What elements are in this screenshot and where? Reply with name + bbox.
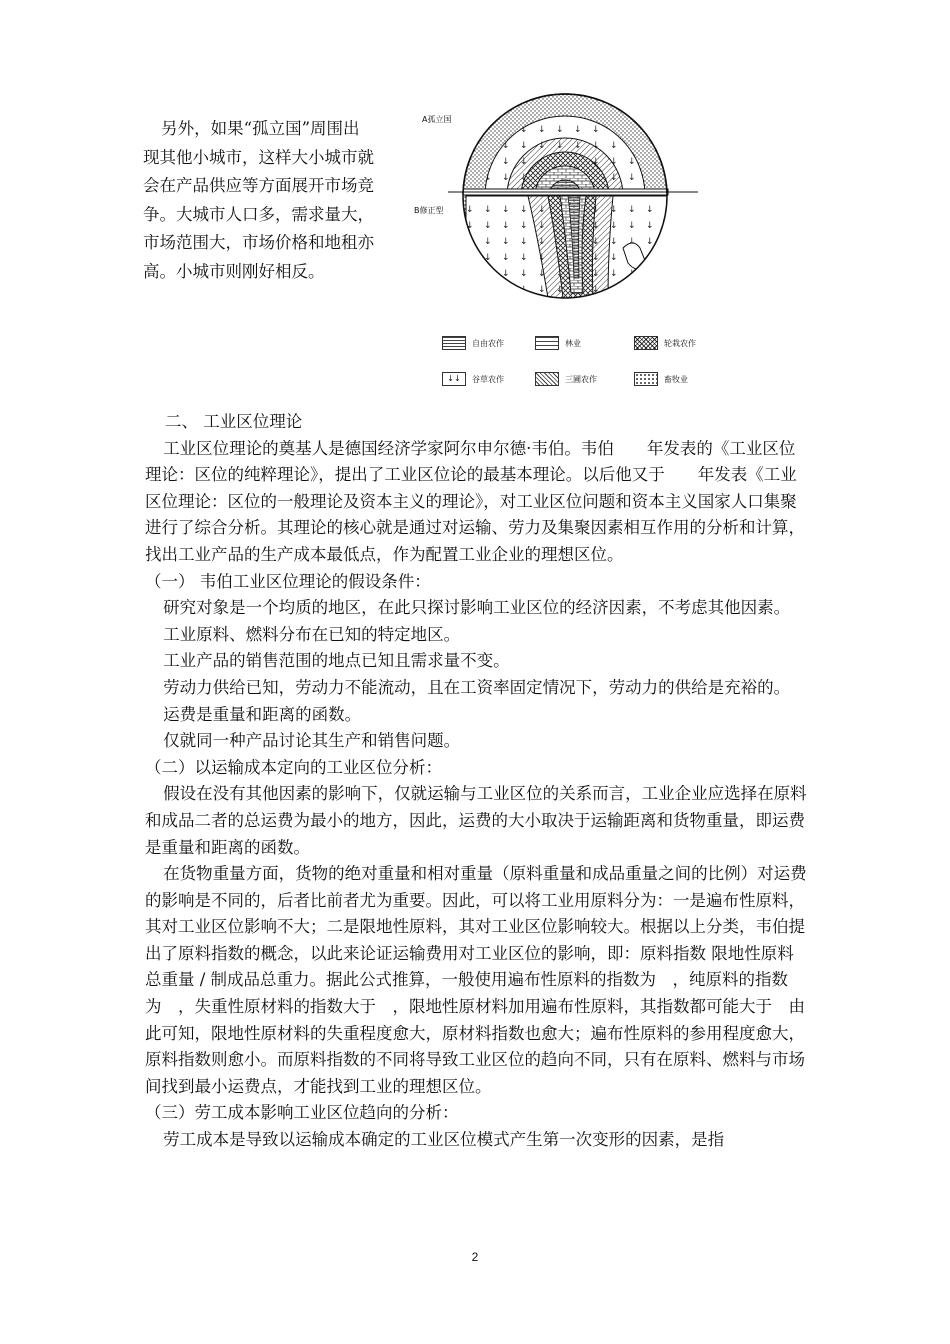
body-paragraph: 在货物重量方面，货物的绝对重量和相对重量（原料重量和成品重量之间的比例）对运费的影响是不同的，后者比前者尤为重要。因此，可以将工业用原料分为：一是遍布性原料，其对工业区位影响不大；二是限地性原料，其对工业区位影响较大。根据以上分类，韦伯提出了原料指数的概念，以此来论证运输费用对工业区位的影响，即：原料指数 限地性原料总重量 / 制成品总重力。据此公式推算，一般使用遍布性原料的指数为 ，纯原料的指数为 ，失重性原材料的指数大于 ，限地性原材料加用遍布性原料，其指数都可能大于 由此可知，限地性原材料的失重程度愈大，原材料指数也愈大；遍布性原料的参用程度愈大，原料指数则愈小。而原料指数的不同将导致工业区位的趋向不同，只有在原料、燃料与市场间找到最小运费点，才能找到工业的理想区位。 [145,864,807,1096]
body-paragraph: 仅就同一种产品讨论其生产和销售问题。 [163,731,461,751]
rings-diagram [408,88,738,398]
body-paragraph: 劳动力供给已知，劳动力不能流动，且在工资率固定情况下，劳动力的供给是充裕的。 [163,677,791,697]
intro-block [143,115,375,286]
body-paragraph: 劳工成本是导致以运输成本确定的工业区位模式产生第一次变形的因素，是指 [163,1130,725,1150]
legend-item [442,336,504,350]
body-paragraph: 工业区位理论的奠基人是德国经济学家阿尔申尔德·韦伯。韦伯 年发表的《工业区位理论：区位的纯粹理论》，提出了工业区位论的最基本理论。以后他又于 年发表《工业区位理论：区位的一般理论及资本主义的理论》，对工业区位问题和资本主义国家人口集聚进行了综合分析。其理论的核心就是通过对运输、劳力及集聚因素相互作用的分析和计算，找出工业产品的生产成本最低点，作为配置工业企业的理想区位。 [145,438,805,564]
arrows-swatch-icon: ↓↓ [442,372,466,386]
legend-swatch [634,336,658,350]
legend-item [535,336,581,350]
thunen-rings-figure [408,88,738,398]
legend-swatch [634,372,658,386]
legend-swatch [535,336,559,350]
legend-item [535,372,597,386]
page-number: 2 [471,1250,479,1264]
legend-swatch [535,372,559,386]
legend-label: 自由农作 [472,338,504,348]
label-isolated-state: A孤立国 [422,115,452,124]
label-modified: B修正型 [414,206,444,215]
legend-label: 轮栽农作 [664,338,696,348]
intro-paragraph: 另外，如果“孤立国”周围出现其他小城市，这样大小城市就会在产品供应等方面展开市场竞争。大城市人口多，需求量大，市场范围大，市场价格和地租亦高。小城市则刚好相反。 [143,119,374,281]
legend-item [634,336,696,350]
legend-item [442,372,504,386]
modified-pattern [463,196,673,306]
body-paragraph: 运费是重量和距离的函数。 [163,704,362,724]
legend-swatch [442,336,466,350]
legend-label: 谷草农作 [472,374,504,384]
body-paragraph: 假设在没有其他因素的影响下，仅就运输与工业区位的关系而言，工业企业应选择在原料和成品二者的总运费为最小的地方，因此，运费的大小取决于运输距离和货物重量，即运费是重量和距离的函数。 [145,784,807,857]
body-paragraph: 工业产品的销售范围的地点已知且需求量不变。 [163,651,510,671]
main-text [145,409,810,1154]
section-heading: 二、 工业区位理论 [165,412,303,431]
body-paragraph: 工业原料、燃料分布在已知的特定地区。 [163,624,461,644]
legend-label: 三圃农作 [565,374,597,384]
legend-label: 林业 [565,338,581,348]
section-heading: （一） 韦伯工业区位理论的假设条件： [145,571,431,591]
section-heading: （三）劳工成本影响工业区位趋向的分析： [145,1103,459,1123]
legend-item [634,372,688,386]
legend-label: 畜牧业 [664,374,688,384]
body-paragraph: 研究对象是一个均质的地区，在此只探讨影响工业区位的经济因素，不考虑其他因素。 [163,598,791,618]
section-heading: （二）以运输成本定向的工业区位分析： [145,757,442,777]
